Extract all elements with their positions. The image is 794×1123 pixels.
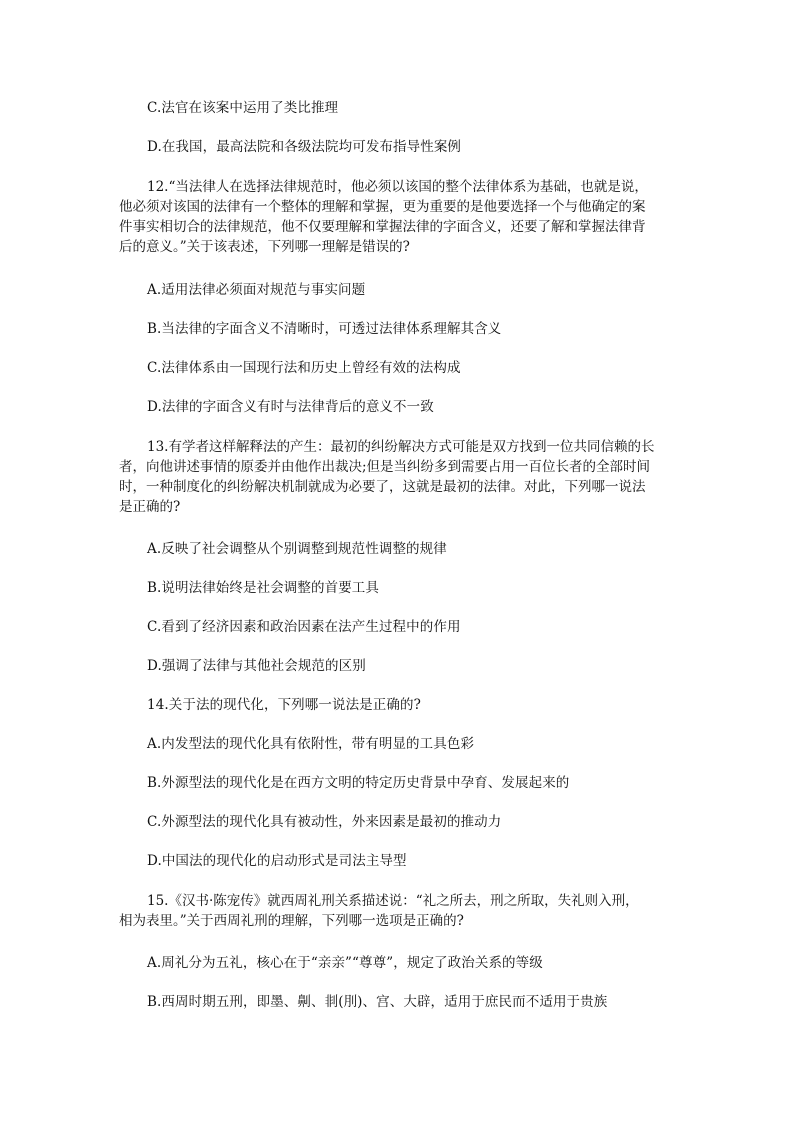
q13-stem-line-1: 13.有学者这样解释法的产生：最初的纠纷解决方式可能是双方找到一位共同信赖的长 xyxy=(147,439,655,455)
q15-stem-line-1: 15.《汉书·陈宠传》就西周礼刑关系描述说：“礼之所去，刑之所取，失礼则入刑， xyxy=(147,893,639,909)
q11-option-d: D.在我国，最高法院和各级法院均可发布指导性案例 xyxy=(147,139,462,155)
q13-option-a: A.反映了社会调整从个别调整到规范性调整的规律 xyxy=(147,541,447,557)
q14-stem: 14.关于法的现代化，下列哪一说法是正确的? xyxy=(147,697,421,713)
q12-stem-line-4: 后的意义。”关于该表述，下列哪一理解是错误的? xyxy=(119,239,410,255)
q15-option-b: B.西周时期五刑，即墨、劓、剕(刖)、宫、大辟，适用于庶民而不适用于贵族 xyxy=(147,994,608,1010)
q12-stem-line-1: 12.“当法律人在选择法律规范时，他必须以该国的整个法律体系为基础，也就是说， xyxy=(147,179,648,195)
q12-option-a: A.适用法律必须面对规范与事实问题 xyxy=(147,282,366,298)
q13-stem-line-4: 是正确的? xyxy=(119,499,181,515)
q12-option-b: B.当法律的字面含义不清晰时，可透过法律体系理解其含义 xyxy=(147,321,502,337)
q14-option-b: B.外源型法的现代化是在西方文明的特定历史背景中孕育、发展起来的 xyxy=(147,775,570,791)
q13-option-c: C.看到了经济因素和政治因素在法产生过程中的作用 xyxy=(147,619,461,635)
q13-option-b: B.说明法律始终是社会调整的首要工具 xyxy=(147,580,380,596)
q14-option-a: A.内发型法的现代化具有依附性，带有明显的工具色彩 xyxy=(147,736,475,752)
q12-stem-line-3: 件事实相切合的法律规范，他不仅要理解和掌握法律的字面含义，还要了解和掌握法律背 xyxy=(119,219,646,235)
q14-option-d: D.中国法的现代化的启动形式是司法主导型 xyxy=(147,853,407,869)
q11-option-c: C.法官在该案中运用了类比推理 xyxy=(147,100,339,116)
q12-stem-line-2: 他必须对该国的法律有一个整体的理解和掌握，更为重要的是他要选择一个与他确定的案 xyxy=(119,199,646,215)
q12-option-d: D.法律的字面含义有时与法律背后的意义不一致 xyxy=(147,399,434,415)
q15-option-a: A.周礼分为五礼，核心在于“亲亲”“尊尊”，规定了政治关系的等级 xyxy=(147,955,543,971)
q12-option-c: C.法律体系由一国现行法和历史上曾经有效的法构成 xyxy=(147,360,461,376)
q13-stem-line-3: 时，一种制度化的纠纷解决机制就成为必要了，这就是最初的法律。对此，下列哪一说法 xyxy=(119,479,646,495)
q13-stem-line-2: 者，向他讲述事情的原委并由他作出裁决;但是当纠纷多到需要占用一百位长者的全部时间 xyxy=(119,459,651,475)
q14-option-c: C.外源型法的现代化具有被动性，外来因素是最初的推动力 xyxy=(147,814,502,830)
q13-option-d: D.强调了法律与其他社会规范的区别 xyxy=(147,658,366,674)
q15-stem-line-2: 相为表里。”关于西周礼刑的理解，下列哪一选项是正确的? xyxy=(119,913,464,929)
